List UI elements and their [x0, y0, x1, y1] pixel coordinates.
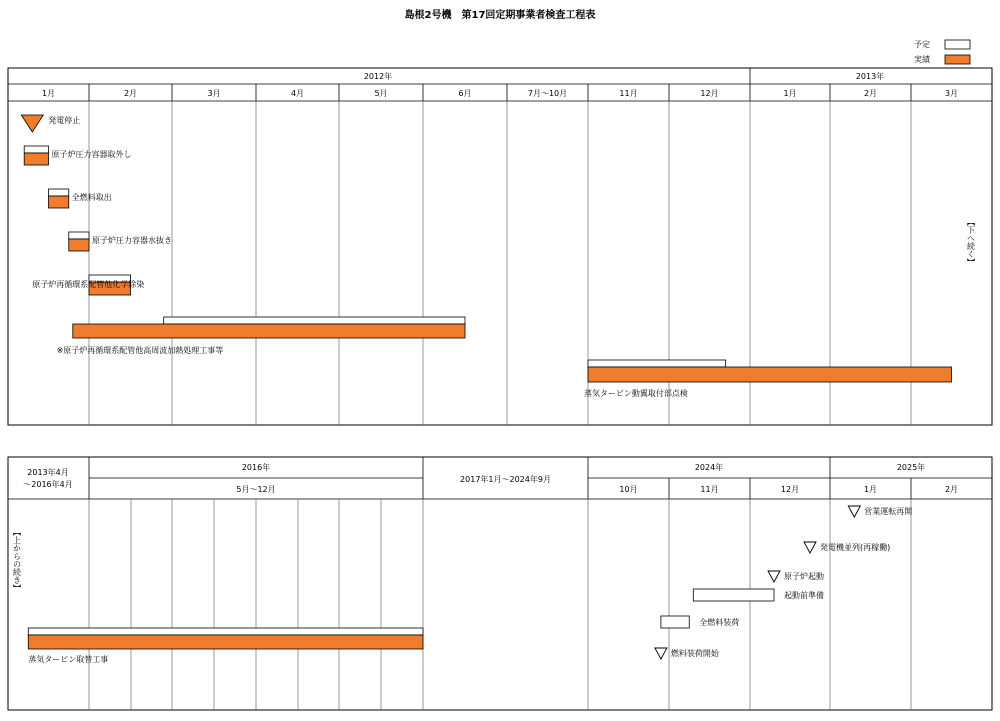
- panel1-month-label: 4月: [290, 89, 305, 98]
- panel2-col-2013-2016-line2: ～2016年4月: [23, 480, 73, 489]
- task-label: 原子炉圧力容器水抜き: [92, 236, 172, 245]
- planned-bar: [588, 360, 726, 367]
- planned-bar: [693, 589, 774, 601]
- legend-planned-label: 予定: [914, 40, 930, 49]
- planned-bar: [164, 317, 465, 324]
- task-label: 営業運転再開: [864, 507, 913, 516]
- actual-bar: [49, 196, 69, 208]
- panel2-frame: [8, 457, 992, 710]
- panel2-col-2013-2016-line1: 2013年4月: [27, 468, 69, 477]
- panel1-month-label: 2月: [123, 89, 138, 98]
- actual-bar: [588, 367, 952, 382]
- planned-bar: [49, 189, 69, 196]
- panel1-month-label: 6月: [458, 89, 472, 98]
- milestone-marker: [768, 571, 780, 582]
- task-label: 燃料装荷開始: [670, 649, 719, 658]
- milestone-marker: [804, 542, 816, 553]
- panel1-year-2012: 2012年: [363, 72, 393, 81]
- panel1-month-label: 1月: [783, 89, 797, 98]
- planned-bar: [28, 628, 423, 635]
- panel1-continue-note: 【下へ続く】: [966, 218, 976, 266]
- milestone-marker: [848, 506, 860, 517]
- task-label: 原子炉圧力容器取外し: [51, 150, 132, 159]
- planned-bar: [69, 232, 89, 239]
- actual-bar: [28, 635, 423, 649]
- task-label: 全燃料装荷: [699, 618, 740, 627]
- panel1-month-label: 12月: [700, 89, 719, 98]
- planned-bar: [661, 616, 689, 628]
- panel1-month-label: 2月: [863, 89, 878, 98]
- task-label: 起動前準備: [784, 591, 824, 600]
- legend-planned-swatch: [945, 40, 970, 49]
- panel2-col-label: 2017年1月～2024年9月: [460, 475, 551, 484]
- panel1-month-label: 11月: [619, 89, 638, 98]
- panel-2013-2025: [8, 457, 992, 710]
- panel1-month-label: 7月～10月: [527, 89, 568, 98]
- task-label: 原子炉起動: [784, 572, 824, 581]
- actual-bar: [69, 239, 89, 251]
- panel1-month-label: 1月: [41, 89, 56, 98]
- planned-bar: [24, 146, 48, 153]
- panel2-continue-note: 【上からの続き】: [12, 528, 22, 592]
- task-label: 蒸気タービン取替工事: [28, 655, 109, 664]
- panel-2012-2013: [8, 68, 992, 425]
- panel2-col-label: 12月: [780, 485, 800, 494]
- task-label: 全燃料取出: [71, 193, 112, 202]
- legend-actual-label: 実績: [914, 55, 930, 64]
- panel2-col-label: 2月: [944, 485, 959, 494]
- panel2-col-label: 11月: [700, 485, 719, 494]
- chart-title: 島根2号機 第17回定期事業者検査工程表: [404, 10, 596, 21]
- legend: [914, 39, 970, 64]
- milestone-marker: [655, 648, 667, 659]
- task-label: 発電機並列(再稼働): [820, 543, 891, 552]
- task-label: 発電停止: [48, 116, 81, 125]
- actual-bar: [73, 324, 465, 338]
- task-label: 原子炉再循環系配管他化学除染: [32, 280, 145, 289]
- legend-actual-swatch: [945, 55, 970, 64]
- task-label: ※原子炉再循環系配管他高周波加熱処理工事等: [56, 346, 224, 355]
- panel2-year-2025: 2025年: [896, 463, 926, 472]
- panel2-year-2016: 2016年: [241, 463, 271, 472]
- panel2-col-label: 10月: [619, 485, 638, 494]
- panel1-year-2013: 2013年: [855, 72, 885, 81]
- panel1-month-label: 3月: [207, 89, 221, 98]
- milestone-marker: [21, 115, 43, 132]
- panel2-year-2024: 2024年: [694, 463, 724, 472]
- actual-bar: [24, 153, 48, 165]
- panel1-month-label: 5月: [374, 89, 388, 98]
- task-label: 蒸気タービン動翼取付部点検: [583, 389, 688, 398]
- panel2-col-label: 5月～12月: [236, 485, 276, 494]
- panel1-month-label: 3月: [944, 89, 959, 98]
- panel2-col-label: 1月: [863, 485, 878, 494]
